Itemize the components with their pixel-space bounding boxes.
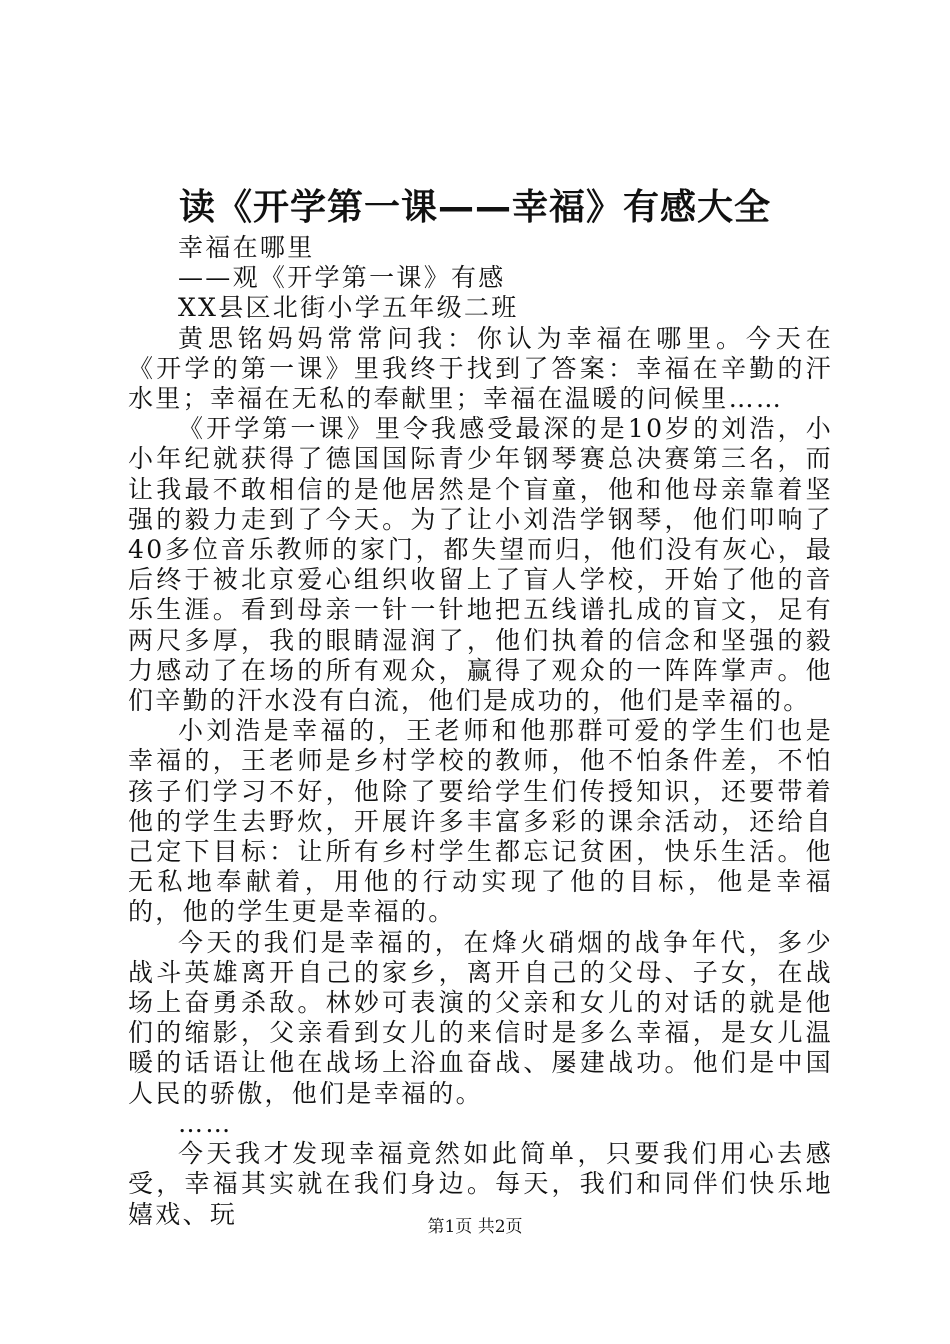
page-footer: 第1页 共2页 (427, 1217, 523, 1237)
author-line: XX县区北街小学五年级二班 (178, 293, 519, 323)
document-body (128, 233, 833, 1230)
subtitle-line: ——观《开学第一课》有感 (178, 263, 506, 293)
paragraph: 小刘浩是幸福的，王老师和他那群可爱的学生们也是幸福的，王老师是乡村学校的教师，他不怕条件差，不怕孩子们学习不好，他除了要给学生们传授知识，还要带着他的学生去野炊，开展许多丰富多彩的课余活动，还给自己定下目标：让所有乡村学生都忘记贫困，快乐生活。他无私地奉献着，用他的行动实现了他的目标，他是幸福的，他的学生更是幸福的。 (128, 716, 833, 927)
document-title: 读《开学第一课——幸福》有感大全 (178, 187, 771, 228)
paragraph: 黄思铭妈妈常常问我：你认为幸福在哪里。今天在《开学的第一课》里我终于找到了答案：幸福在辛勤的汗水里；幸福在无私的奉献里；幸福在温暖的问候里…… (128, 323, 833, 414)
paragraph: 今天我才发现幸福竟然如此简单，只要我们用心去感受，幸福其实就在我们身边。每天，我们和同伴们快乐地嬉戏、玩 (128, 1139, 833, 1229)
paragraph: 《开学第一课》里令我感受最深的是10岁的刘浩，小小年纪就获得了德国国际青少年钢琴赛总决赛第三名，而让我最不敢相信的是他居然是个盲童，他和他母亲靠着坚强的毅力走到了今天。为了让小刘浩学钢琴，他们叩响了40多位音乐教师的家门，都失望而归，他们没有灰心，最后终于被北京爱心组织收留上了盲人学校，开始了他的音乐生涯。看到母亲一针一针地把五线谱扎成的盲文，足有两尺多厚，我的眼睛湿润了，他们执着的信念和坚强的毅力感动了在场的所有观众，赢得了观众的一阵阵掌声。他们辛勤的汗水没有白流，他们是成功的，他们是幸福的。 (128, 414, 833, 716)
paragraph: 今天的我们是幸福的，在烽火硝烟的战争年代，多少战斗英雄离开自己的家乡，离开自己的父母、子女，在战场上奋勇杀敌。林妙可表演的父亲和女儿的对话的就是他们的缩影，父亲看到女儿的来信时是多么幸福，是女儿温暖的话语让他在战场上浴血奋战、屡建战功。他们是中国人民的骄傲，他们是幸福的。 (128, 927, 833, 1108)
subtitle-line: 幸福在哪里 (178, 233, 315, 262)
ellipsis-line: …… (178, 1108, 233, 1138)
